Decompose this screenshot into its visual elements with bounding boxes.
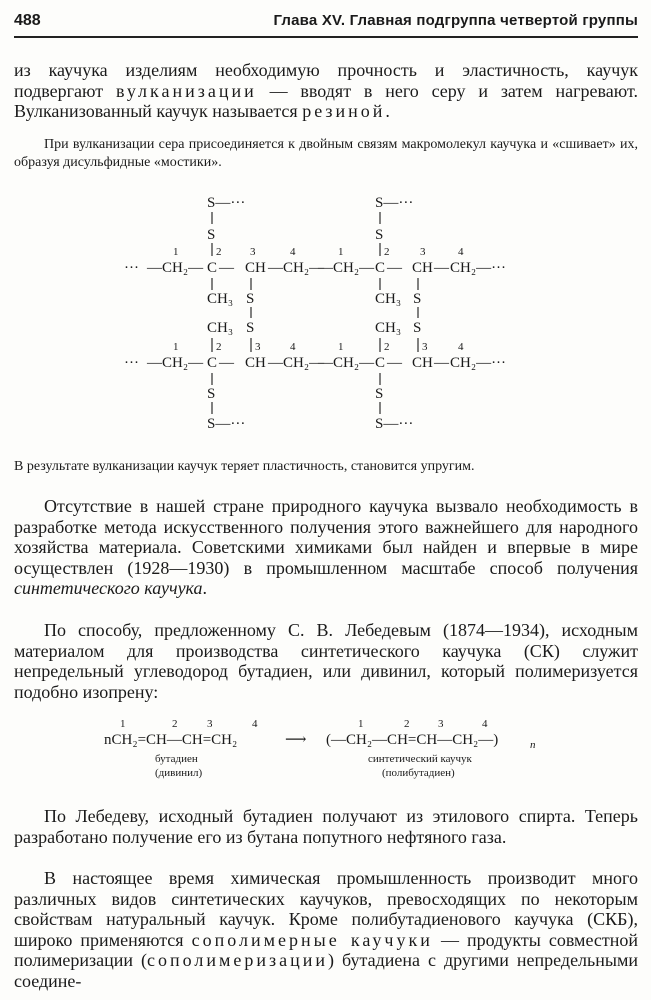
paragraph-lebedev: По способу, предложенному С. В. Лебедевым (1874—1934), исходным материалом для производства синтетического каучука (СК) служит непредельный углеводород бутадиен, или дивинил, который полимеризуется подобно изопрену: (14, 620, 638, 702)
svg-text:1: 1 (338, 246, 344, 258)
svg-text:—: — (434, 355, 449, 371)
svg-text:1: 1 (338, 341, 344, 353)
svg-text:CH: CH (245, 260, 266, 276)
svg-text:CH: CH (412, 260, 433, 276)
svg-text:—CH₂—: —CH₂— (147, 260, 204, 276)
reaction-product: (—CH₂—CH=CH—CH₂—) (326, 732, 499, 748)
paragraph-butadiene-source: По Лебедеву, исходный бутадиен получают из этилового спирта. Теперь разработано получение его из бутана попутного нефтяного газа. (14, 806, 638, 847)
svg-text:4: 4 (290, 341, 296, 353)
svg-text:3: 3 (255, 341, 261, 353)
caption-polybutadiene: (полибутадиен) (382, 767, 455, 779)
svg-text:3: 3 (207, 718, 213, 730)
svg-text:2: 2 (384, 246, 390, 258)
svg-text:S: S (375, 386, 384, 402)
paragraph-vulcanization: из каучука изделиям необходимую прочность и эластичность, каучук подвергают вулканизации — вводят в него серу и затем нагревают. Вулканизованный каучук называется резиной. (14, 60, 638, 121)
svg-text:1: 1 (358, 718, 364, 730)
running-header (14, 12, 638, 36)
svg-text:2: 2 (404, 718, 410, 730)
svg-text:—CH₂—: —CH₂— (318, 355, 375, 371)
note-elasticity: В результате вулканизации каучук теряет пластичность, становится упругим. (14, 459, 475, 474)
reaction-reactant: nCH₂=CH—CH=CH₂ (104, 732, 238, 748)
svg-text:CH₂—···: CH₂—··· (450, 260, 507, 276)
svg-text:1: 1 (173, 246, 179, 258)
svg-text:3: 3 (422, 341, 428, 353)
svg-text:3: 3 (250, 246, 256, 258)
svg-text:4: 4 (252, 718, 258, 730)
caption-synthetic-rubber: синтетический каучук (368, 753, 472, 765)
spaced-term-vulcanization: вулканизации (115, 80, 257, 101)
spaced-term-copolymer-rubbers: сополимерные каучуки (191, 929, 433, 950)
header-rule (14, 36, 638, 38)
svg-text:S: S (207, 386, 216, 402)
svg-text:S: S (413, 320, 422, 336)
running-title: Глава XV. Главная подгруппа четвертой группы (273, 12, 638, 29)
svg-text:CH: CH (412, 355, 433, 371)
svg-text:—CH₂—: —CH₂— (268, 260, 325, 276)
paragraph-synthetic-rubber: Отсутствие в нашей стране природного каучука вызвало необходимость в разработке метода искусственного получения этого важнейшего для народного хозяйства материала. Советскими химиками был найден и впервые в мире осуществлен (1928—1930) в промышленном масштабе способ получения синтетического каучука. (14, 496, 638, 598)
s-dots-top-right: S—··· (375, 195, 414, 211)
svg-text:—: — (219, 355, 234, 371)
svg-text:4: 4 (458, 246, 464, 258)
svg-text:CH₃: CH₃ (207, 320, 234, 336)
chain2-start-dots: ··· (124, 355, 139, 371)
svg-text:3: 3 (420, 246, 426, 258)
svg-text:4: 4 (458, 341, 464, 353)
spaced-term-rubber: резиной (302, 101, 386, 121)
svg-text:CH₃: CH₃ (375, 291, 402, 307)
svg-text:S: S (413, 291, 422, 307)
svg-text:—CH₂—: —CH₂— (268, 355, 325, 371)
svg-text:1: 1 (173, 341, 179, 353)
svg-text:2: 2 (216, 246, 222, 258)
svg-text:—CH₂—: —CH₂— (318, 260, 375, 276)
svg-text:4: 4 (482, 718, 488, 730)
italic-term-synthetic-rubber: синтетического каучука (14, 578, 203, 598)
note-sulfur-bridges: При вулканизации сера присоединяется к двойным связям макромолекул каучука и «сшивает» их, образуя дисульфидные «мостики». (14, 137, 638, 170)
svg-text:C: C (207, 260, 218, 276)
svg-text:CH₂—···: CH₂—··· (450, 355, 507, 371)
s-top-right: S (375, 227, 384, 243)
page-number: 488 (14, 12, 41, 29)
svg-text:CH₃: CH₃ (375, 320, 402, 336)
svg-text:—: — (219, 260, 234, 276)
svg-text:S—···: S—··· (375, 416, 414, 432)
svg-text:S: S (246, 320, 255, 336)
svg-text:CH₃: CH₃ (207, 291, 234, 307)
svg-text:2: 2 (384, 341, 390, 353)
svg-text:S—···: S—··· (207, 416, 246, 432)
chain1-start-dots: ··· (124, 260, 139, 276)
svg-text:—CH₂—: —CH₂— (147, 355, 204, 371)
reaction-arrow: ⟶ (285, 732, 307, 748)
paragraph-copolymers: В настоящее время химическая промышленность производит много различных видов синтетических каучуков, превосходящих по некоторым свойствам натуральный каучук. Кроме полибутадиенового каучука (СКБ), широко применяются сополимерные каучуки — продукты совместной полимеризации (сополимеризации) бутадиена с другими непредельными соедине- (14, 868, 639, 991)
svg-text:n: n (530, 739, 536, 751)
svg-text:3: 3 (438, 718, 444, 730)
svg-text:1: 1 (120, 718, 126, 730)
svg-text:CH: CH (245, 355, 266, 371)
caption-divinyl: (дивинил) (155, 767, 203, 779)
spaced-term-copolymerization: сополимеризации (147, 950, 329, 970)
svg-text:2: 2 (216, 341, 222, 353)
s-dots-top-left: S—··· (207, 195, 246, 211)
svg-text:4: 4 (290, 246, 296, 258)
svg-text:C: C (375, 260, 386, 276)
s-top-left: S (207, 227, 216, 243)
svg-text:—: — (434, 260, 449, 276)
svg-text:C: C (207, 355, 218, 371)
svg-text:—: — (387, 355, 402, 371)
svg-text:2: 2 (172, 718, 178, 730)
svg-text:C: C (375, 355, 386, 371)
svg-text:S: S (246, 291, 255, 307)
svg-text:—: — (387, 260, 402, 276)
caption-butadiene: бутадиен (155, 753, 198, 765)
